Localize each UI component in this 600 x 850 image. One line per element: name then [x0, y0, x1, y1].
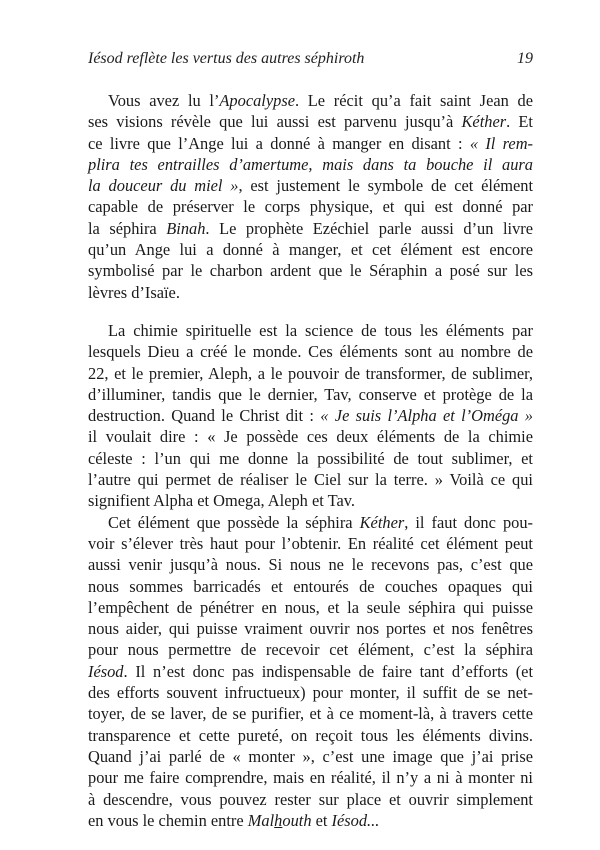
text-line: il voulait dire : « Je possède ces deux éléments de la chimie [88, 427, 533, 447]
text-line: d’illuminer, tandis que le dernier, Tav, conserve et protège de la [88, 384, 533, 404]
text-line: Iésod. Il n’est donc pas indispensable de faire tant d’efforts (et [88, 661, 533, 681]
text-line: en vous le chemin entre Malhouth et Iésod... [88, 810, 380, 830]
italic-term: la douceur du miel » [88, 176, 239, 196]
text-line: lesquels Dieu a créé le monde. Ces éléments sont au nombre de [88, 342, 533, 362]
text-line: transparence et cette pureté, on reçoit tous les éléments divins. [88, 725, 533, 745]
italic-term: Iésod [88, 661, 124, 681]
body-text [88, 90, 533, 831]
text-line: 22, et le premier, Aleph, a le pouvoir de transformer, de sublimer, [88, 363, 533, 383]
text-line: la douceur du miel », est justement le symbole de cet élément [88, 176, 534, 196]
text-line [88, 154, 533, 175]
text-line: voir s’élever très haut pour l’obtenir. En réalité cet élément peut [88, 533, 533, 553]
italic-term: Binah [166, 218, 206, 238]
italic-term: Kéther [359, 512, 405, 532]
italic-term: Kéther [461, 112, 507, 132]
italic-term: « Je suis l’Alpha et l’Oméga » [320, 406, 533, 426]
text-line: Cet élément que possède la séphira Kéther, il faut donc pou- [108, 512, 533, 532]
transliteration-mark: h [274, 810, 283, 830]
text-line: des efforts souvent infructueux) pour monter, il suffit de se net- [88, 683, 533, 703]
text-line: l’empêchent de pénétrer en nous, et la seule séphira qui puisse [88, 597, 533, 617]
text-line: capable de préserver le corps physique, et qui est donné par [88, 197, 533, 217]
text-line: nous sommes barricadés et entourés de couches opaques qui [88, 576, 533, 596]
text-line: ses visions révèle que lui aussi est parvenu jusqu’à Kéther. Et [88, 112, 533, 132]
text-line: Vous avez lu l’Apocalypse. Le récit qu’a fait saint Jean de [108, 91, 533, 110]
paragraph-kether-element [88, 512, 533, 831]
italic-term: plira tes entrailles d’amertume, mais dans ta bouche il aura [88, 154, 533, 174]
text-line: nous aider, qui puisse vraiment ouvrir nos portes et nos fenêtres [88, 619, 533, 639]
paragraph-spiritual-chemistry [88, 320, 533, 512]
text-line: ce livre que l’Ange lui a donné à manger en disant : « Il rem- [88, 133, 533, 153]
text-line: pour nous permettre de recevoir cet élément, c’est la séphira [88, 640, 533, 660]
text-line: à descendre, vous pouvez rester sur place et ouvrir simplement [88, 789, 533, 809]
text-line: qu’un Ange lui a donné à manger, et cet élément est encore [88, 240, 533, 260]
text-line: toyer, de se laver, de se purifier, et à ce moment-là, à travers cette [88, 704, 533, 724]
text-line: céleste : l’un qui me donne la possibilité de tout sublimer, et [88, 448, 533, 468]
italic-term: Iésod... [331, 810, 380, 830]
running-title: Iésod reflète les vertus des autres séphiroth [88, 50, 365, 67]
italic-term: « Il rem- [469, 133, 533, 153]
italic-term: Mal [247, 810, 275, 830]
text-line: l’autre qui permet de réaliser le Ciel sur la terre. » Voilà ce qui [88, 470, 533, 490]
text-line: pour me faire comprendre, mais en réalité, il n’y a ni à monter ni [88, 768, 533, 788]
italic-term: outh [282, 810, 312, 830]
text-line: La chimie spirituelle est la science de tous les éléments par [108, 320, 533, 340]
text-line: la séphira Binah. Le prophète Ezéchiel parle aussi d’un livre [88, 218, 534, 238]
page-number: 19 [517, 50, 533, 67]
text-line: aussi venir jusqu’à nous. Si nous ne le recevons pas, c’est que [88, 555, 533, 575]
italic-term: Apocalypse [219, 91, 295, 110]
paragraph-apocalypse [88, 90, 533, 303]
text-line: symbolisé par le charbon ardent que le Séraphin a posé sur les [88, 261, 533, 281]
text-line: signifient Alpha et Omega, Aleph et Tav. [88, 491, 355, 511]
text-line: Quand j’ai parlé de « monter », c’est une image que j’ai prise [88, 746, 533, 766]
text-line: lèvres d’Isaïe. [88, 282, 180, 302]
text-line: destruction. Quand le Christ dit : « Je suis l’Alpha et l’Oméga » [88, 406, 533, 426]
